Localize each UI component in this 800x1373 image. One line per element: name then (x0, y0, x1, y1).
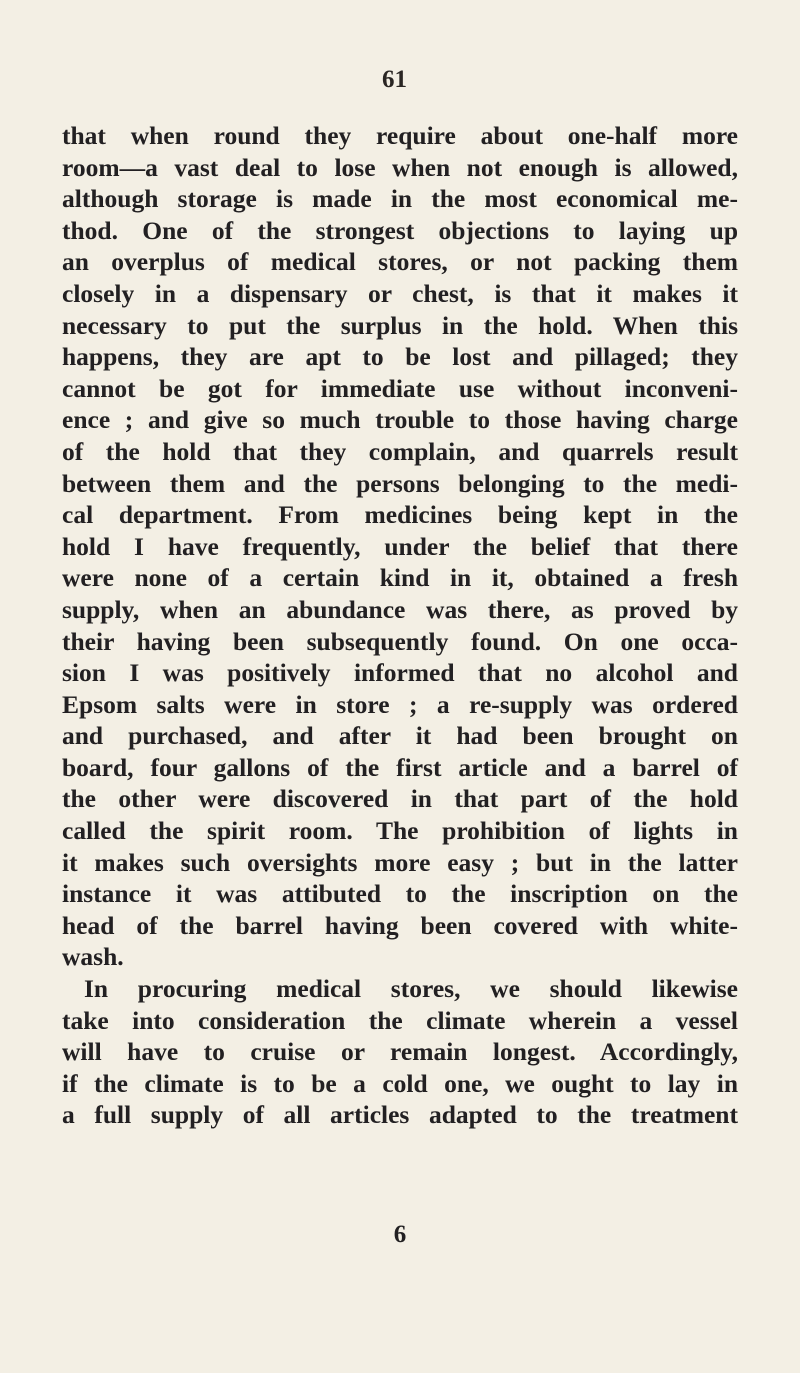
text-line: happens, they are apt to be lost and pillaged; they (62, 342, 738, 372)
body-text (62, 120, 738, 1131)
text-line: cannot be got for immediate use without inconveni- (62, 373, 738, 403)
text-line: wash. (62, 942, 124, 972)
text-line: the other were discovered in that part of the hold (62, 784, 738, 814)
text-line: hold I have frequently, under the belief that there (62, 531, 738, 561)
text-line: of the hold that they complain, and quarrels result (62, 436, 738, 466)
text-line: room—a vast deal to lose when not enough is allowed, (62, 152, 738, 182)
text-line: In procuring medical stores, we should likewise (84, 974, 738, 1004)
text-line: supply, when an abundance was there, as proved by (62, 594, 738, 624)
text-line: were none of a certain kind in it, obtained a fresh (62, 563, 738, 593)
signature-mark: 6 (393, 1221, 407, 1248)
text-line: necessary to put the surplus in the hold. When this (62, 310, 738, 340)
text-line: board, four gallons of the first article and a barrel of (62, 752, 738, 782)
text-line: between them and the persons belonging to the medi- (62, 468, 738, 498)
text-line: will have to cruise or remain longest. Accordingly, (62, 1037, 738, 1067)
text-line: head of the barrel having been covered with white- (62, 910, 738, 940)
text-line: that when round they require about one-half more (62, 121, 738, 150)
text-line: Epsom salts were in store ; a re-supply was ordered (62, 689, 738, 719)
text-line: cal department. From medicines being kept in the (62, 500, 738, 530)
text-line: a full supply of all articles adapted to the treatment (62, 1100, 738, 1130)
text-line: instance it was attibuted to the inscription on the (62, 879, 738, 909)
text-line: if the climate is to be a cold one, we ought to lay in (62, 1068, 738, 1098)
page-number: 61 (382, 66, 407, 93)
text-line: closely in a dispensary or chest, is that it makes it (62, 278, 738, 308)
text-line: called the spirit room. The prohibition of lights in (62, 816, 738, 846)
text-line: and purchased, and after it had been brought on (62, 721, 738, 751)
text-line: sion I was positively informed that no alcohol and (62, 658, 738, 688)
text-line: ence ; and give so much trouble to those having charge (62, 405, 738, 435)
text-line: an overplus of medical stores, or not packing them (62, 247, 738, 277)
text-line: their having been subsequently found. On one occa- (62, 626, 738, 656)
text-line: thod. One of the strongest objections to laying up (62, 215, 738, 245)
text-line: it makes such oversights more easy ; but in the latter (62, 847, 738, 877)
text-line: take into consideration the climate wherein a vessel (62, 1005, 738, 1035)
text-line: although storage is made in the most economical me- (62, 184, 738, 214)
